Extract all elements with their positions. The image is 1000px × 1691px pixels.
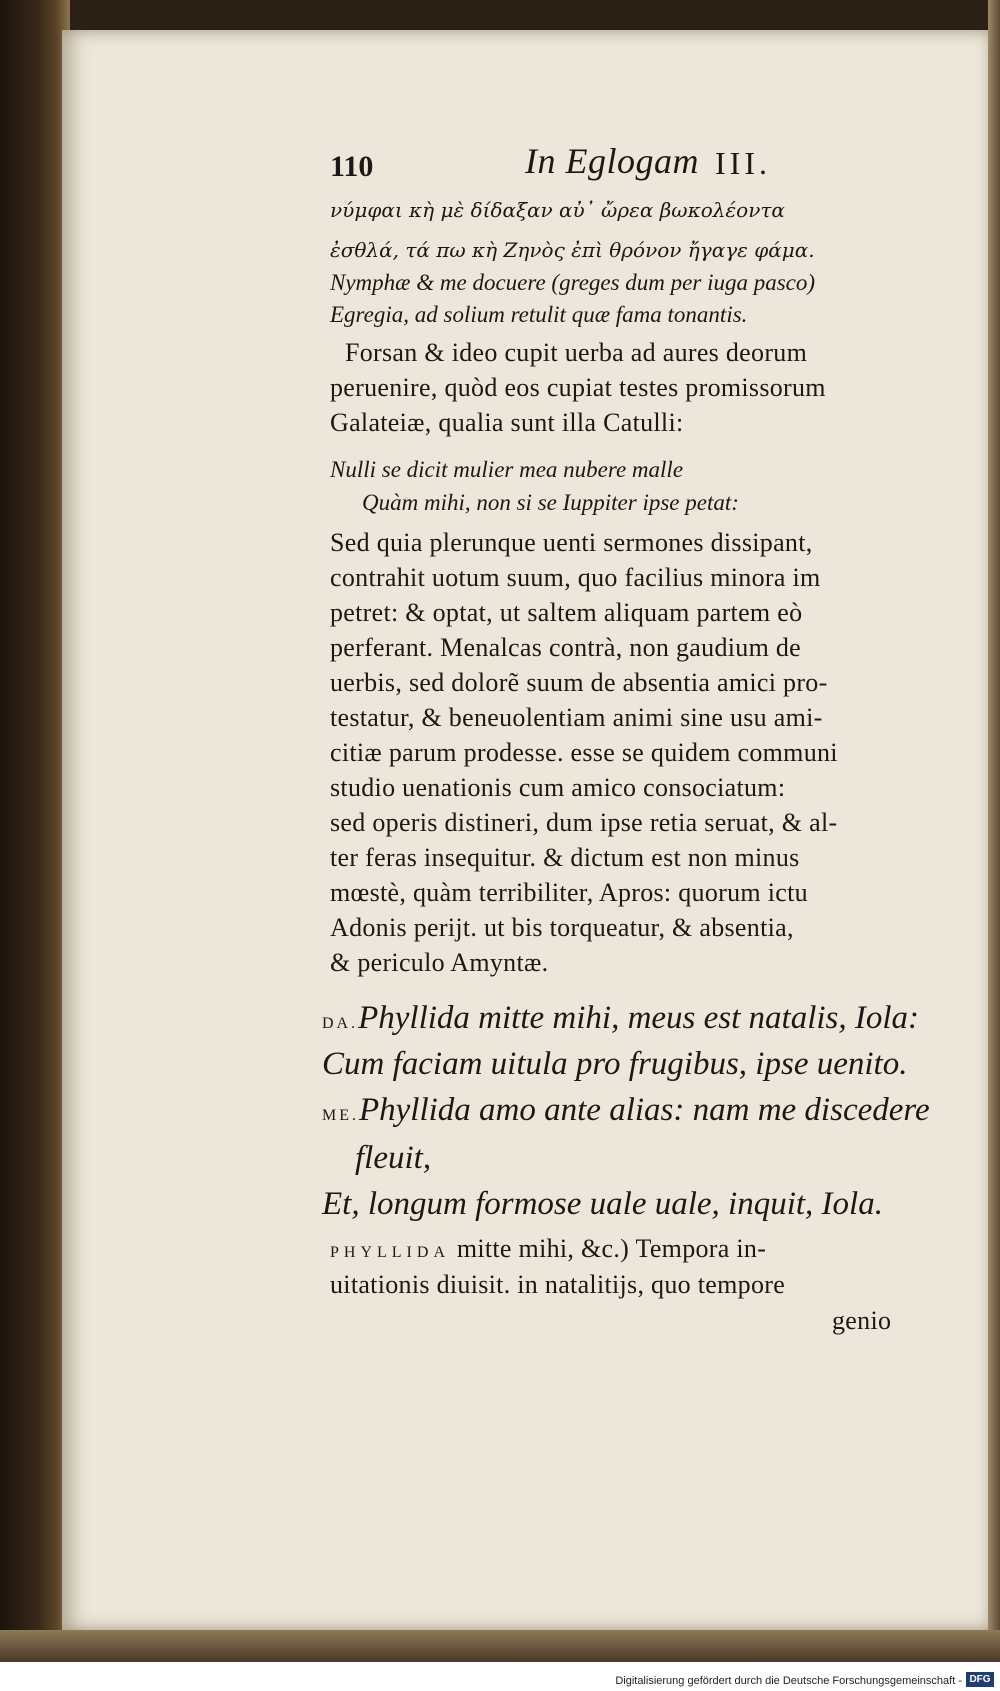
book-binding <box>0 0 70 1660</box>
verse-line-4: fleuit, <box>355 1140 432 1176</box>
verse-line-3 <box>322 1092 930 1129</box>
footer-credit: Digitalisierung gefördert durch die Deutsche Forschungsgemeinschaft - <box>615 1675 962 1687</box>
catchword: genio <box>832 1306 892 1335</box>
paragraph-line: contrahit uotum suum, quo facilius minora im <box>330 563 821 592</box>
latin-translation-line-1: Nymphæ & me docuere (greges dum per iuga pasco) <box>330 270 816 295</box>
verse-line-2: Cum faciam uitula pro frugibus, ipse uenito. <box>322 1046 908 1082</box>
commentary-lemma: PHYLLIDA <box>330 1244 450 1261</box>
paragraph-line: ter feras insequitur. & dictum est non minus <box>330 843 800 872</box>
chapter-numeral: III. <box>715 145 771 181</box>
verse-text: Phyllida amo ante alias: nam me discedere <box>359 1092 930 1128</box>
paragraph-line: Sed quia plerunque uenti sermones dissipant, <box>330 528 813 557</box>
page-number: 110 <box>330 150 374 183</box>
speaker-label: DA. <box>322 1015 359 1032</box>
paragraph-line: peruenire, quòd eos cupiat testes promissorum <box>330 373 826 402</box>
paragraph-line: Galateiæ, qualia sunt illa Catulli: <box>330 408 684 437</box>
greek-quote-line-1: νύμφαι κὴ μὲ δίδαξαν αὐ᾽ ὤρεα βωκολέοντα <box>330 198 785 222</box>
paragraph-line: testatur, & beneuolentiam animi sine usu ami- <box>330 703 823 732</box>
commentary-line-2: uitationis diuisit. in natalitijs, quo tempore <box>330 1270 786 1299</box>
paragraph-line: mœstè, quàm terribiliter, Apros: quorum ictu <box>330 878 808 907</box>
commentary-line-1 <box>330 1234 766 1264</box>
paragraph-line: citiæ parum prodesse. esse se quidem communi <box>330 738 838 767</box>
catullus-quote-line-2: Quàm mihi, non si se Iuppiter ipse petat: <box>362 490 739 515</box>
verse-line-5: Et, longum formose uale uale, inquit, Iola. <box>322 1186 883 1222</box>
paragraph-line: & periculo Amyntæ. <box>330 948 549 977</box>
page-edge <box>988 0 1000 1660</box>
verse-text: Phyllida mitte mihi, meus est natalis, Iola: <box>358 1000 920 1036</box>
paragraph-line: Forsan & ideo cupit uerba ad aures deorum <box>345 338 808 367</box>
dfg-logo: DFG <box>966 1672 994 1687</box>
catullus-quote-line-1: Nulli se dicit mulier mea nubere malle <box>330 457 684 482</box>
running-head: In Eglogam <box>525 141 699 181</box>
paragraph-line: studio uenationis cum amico consociatum: <box>330 773 786 802</box>
paragraph-line: sed operis distineri, dum ipse retia seruat, & al- <box>330 808 838 837</box>
latin-translation-line-2: Egregia, ad solium retulit quæ fama tonantis. <box>330 302 748 327</box>
paragraph-line: Adonis perijt. ut bis torqueatur, & absentia, <box>330 913 794 942</box>
paragraph-line: petret: & optat, ut saltem aliquam partem eò <box>330 598 803 627</box>
greek-quote-line-2: ἐσθλά, τά πω κὴ Ζηνὸς ἐπὶ θρόνον ἤγαγε φάμα. <box>330 238 815 262</box>
paragraph-line: uerbis, sed dolorẽ suum de absentia amici pro- <box>330 668 828 697</box>
paragraph-line: perferant. Menalcas contrà, non gaudium de <box>330 633 802 662</box>
book-bottom-edge <box>0 1630 1000 1662</box>
speaker-label: ME. <box>322 1107 359 1124</box>
commentary-text: mitte mihi, &c.) Tempora in- <box>456 1234 767 1263</box>
verse-line-1 <box>322 1000 919 1037</box>
